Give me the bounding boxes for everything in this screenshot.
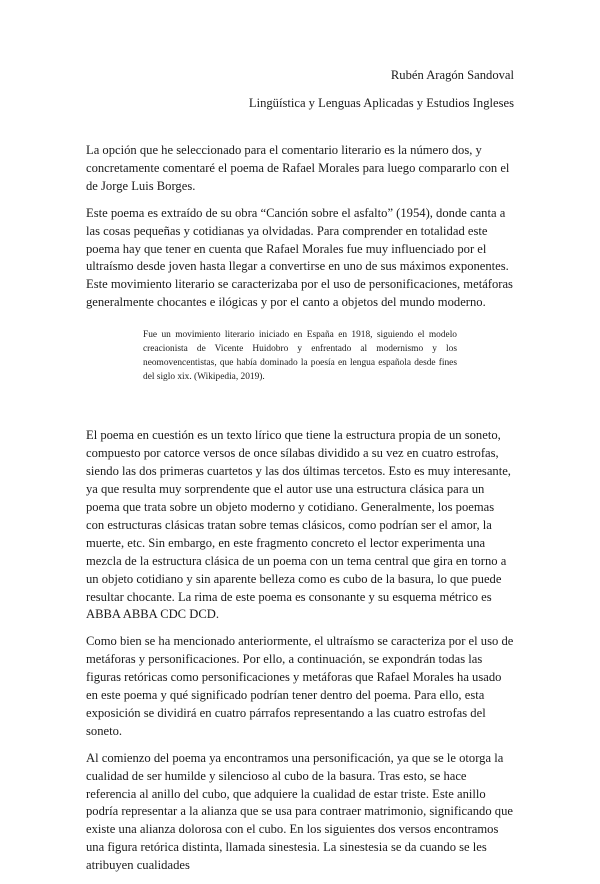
quote-text: Fue un movimiento literario iniciado en España en 1918, siguiendo el modelo creacionista de Vicente Huidobro y enfrentado al modernismo y los neomovencentistas, que había dominado la poesía en lengua española desde fines del siglo xix. (Wikipedia, 2019). <box>143 330 457 382</box>
document-body <box>86 142 514 884</box>
author-name: Rubén Aragón Sandoval <box>390 68 514 82</box>
paragraph-first-stanza: Al comienzo del poema ya encontramos una personificación, ya que se le otorga la cualidad de ser humilde y silencioso al cubo de la basura. Tras esto, se hace referencia al anillo del cubo, que adquiere la cualidad de estar triste. Este anillo podría representar a la alianza que se usa para contraer matrimonio, significando que existe una alianza dolorosa con el cubo. En los siguientes dos versos encontramos una figura retórica distinta, llamada sinestesia. La sinestesia se da cuando se les atribuyen cualidades <box>86 750 513 873</box>
course-subject: Lingüística y Lenguas Aplicadas y Estudios Ingleses <box>248 95 514 110</box>
paragraph-intro: La opción que he seleccionado para el comentario literario es la número dos, y concretamente comentaré el poema de Rafael Morales para luego compararlo con el de Jorge Luis Borges. <box>86 143 510 193</box>
block-quote <box>143 329 457 384</box>
document-header <box>249 69 514 109</box>
paragraph-figures: Como bien se ha mencionado anteriormente, el ultraísmo se caracteriza por el uso de metáforas y personificaciones. Por ello, a continuación, se expondrán todas las figuras retóricas como personificaciones y metáforas que Rafael Morales ha usado en este poema y qué significado podrían tener dentro del poema. Para ello, esta exposición se dividirá en cuatro párrafos representando a las cuatro estrofas del soneto. <box>86 634 514 738</box>
paragraph-structure: El poema en cuestión es un texto lírico que tiene la estructura propia de un soneto, compuesto por catorce versos de once sílabas dividido a su vez en cuatro estrofas, siendo las dos primeras cuartetos y las dos últimas tercetos. Esto es muy interesante, ya que resulta muy sorprendente que el autor use una estructura clásica para un poema que trata sobre un objeto moderno y cotidiano. Generalmente, los poemas con estructuras clásicas tratan sobre temas clásicos, como podrían ser el amor, la muerte, etc. Sin embargo, en este fragmento concreto el lector experimenta una mezcla de la estructura clásica de un poema con un tema central que gira en torno a un objeto cotidiano y sin aparente belleza como es cubo de la basura, lo que puede resultar chocante. La rima de este poema es consonante y su esquema métrico es ABBA ABBA CDC DCD. <box>86 428 511 622</box>
paragraph-context: Este poema es extraído de su obra “Canción sobre el asfalto” (1954), donde canta a las cosas pequeñas y cotidianas ya olvidadas. Para comprender en totalidad este poema hay que tener en cuenta que Rafael Morales fue muy influenciado por el ultraísmo desde joven hasta llegar a convertirse en uno de sus máximos exponentes. Este movimiento literario se caracterizaba por el uso de personificaciones, metáforas generalmente chocantes e ilógicas y por el canto a objetos del mundo moderno. <box>86 205 513 310</box>
